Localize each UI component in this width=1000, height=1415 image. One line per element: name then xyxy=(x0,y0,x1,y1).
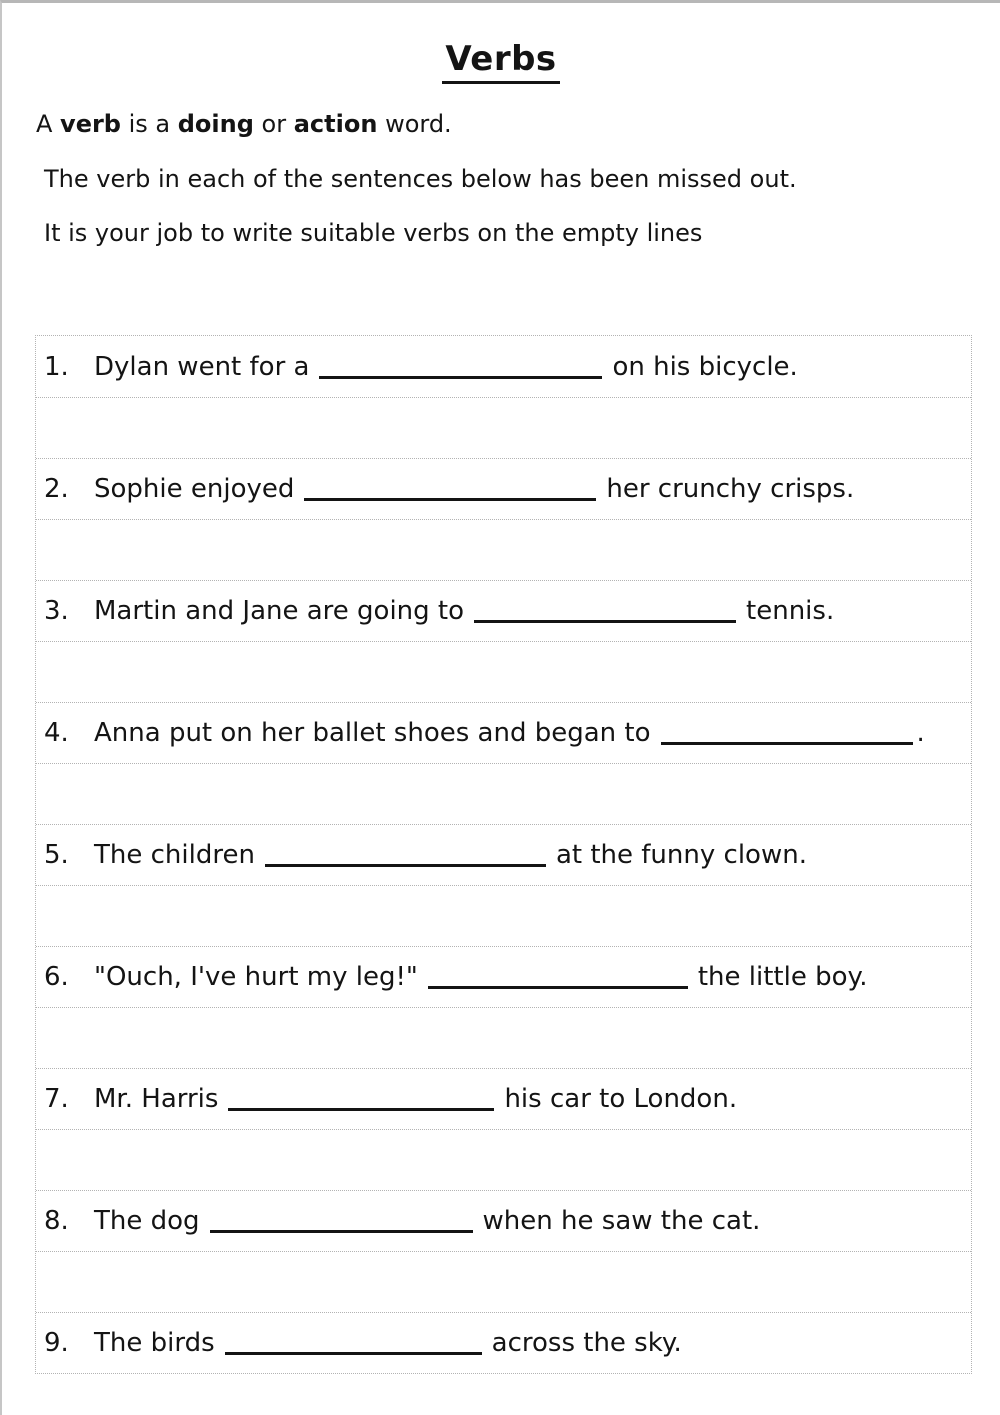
question-text-after: her crunchy crisps. xyxy=(606,474,855,504)
answer-blank xyxy=(265,864,546,867)
intro-line-instruction-1: The verb in each of the sentences below has been missed out. xyxy=(44,165,797,193)
questions-table xyxy=(35,335,972,1374)
answer-blank xyxy=(661,742,913,745)
answer-space-row xyxy=(36,1129,971,1190)
question-number: 9. xyxy=(44,1328,69,1358)
question-text-after: his car to London. xyxy=(504,1084,738,1114)
question-row xyxy=(36,702,971,763)
answer-space-row xyxy=(36,885,971,946)
answer-space-row xyxy=(36,1251,971,1312)
question-text-after: when he saw the cat. xyxy=(482,1206,761,1236)
answer-blank xyxy=(428,986,688,989)
bold-word-doing: doing xyxy=(177,110,254,138)
question-text-after: the little boy. xyxy=(697,962,868,992)
question-row xyxy=(36,1068,971,1129)
intro-text: is a xyxy=(120,110,178,138)
question-row xyxy=(36,458,971,519)
question-number: 4. xyxy=(44,718,69,748)
answer-blank xyxy=(210,1230,473,1233)
answer-space-row xyxy=(36,519,971,580)
question-number: 1. xyxy=(44,351,69,382)
question-text-after: on his bicycle. xyxy=(612,351,798,382)
question-row xyxy=(36,336,971,397)
question-number: 3. xyxy=(44,596,69,626)
question-row xyxy=(36,1190,971,1251)
question-row xyxy=(36,946,971,1007)
bold-word-action: action xyxy=(293,110,378,138)
intro-text: A xyxy=(36,110,61,138)
question-text-before: Mr. Harris xyxy=(94,1084,219,1114)
intro-line-definition xyxy=(36,110,1000,138)
question-number: 8. xyxy=(44,1206,69,1236)
question-number: 7. xyxy=(44,1084,69,1114)
question-text-after: tennis. xyxy=(746,596,835,626)
intro-text: word. xyxy=(377,110,452,138)
answer-blank xyxy=(474,620,736,623)
answer-blank xyxy=(228,1108,494,1111)
answer-space-row xyxy=(36,763,971,824)
question-number: 6. xyxy=(44,962,69,992)
question-text-before: Anna put on her ballet shoes and began to xyxy=(94,718,651,748)
question-text-before: The children xyxy=(94,840,255,870)
question-text-before: Martin and Jane are going to xyxy=(94,596,465,626)
answer-blank xyxy=(319,376,602,379)
question-row xyxy=(36,580,971,641)
question-number: 2. xyxy=(44,474,69,504)
answer-blank xyxy=(304,498,596,501)
answer-space-row xyxy=(36,641,971,702)
answer-space-row xyxy=(36,397,971,458)
question-number: 5. xyxy=(44,840,69,870)
question-text-before: Sophie enjoyed xyxy=(94,474,295,504)
question-text-after: at the funny clown. xyxy=(555,840,807,870)
intro-text: or xyxy=(253,110,294,138)
answer-space-row xyxy=(36,1007,971,1068)
question-text-before: The birds xyxy=(94,1328,215,1358)
question-text-before: Dylan went for a xyxy=(94,351,310,382)
question-text-before: "Ouch, I've hurt my leg!" xyxy=(94,962,418,992)
answer-blank xyxy=(225,1352,482,1355)
bold-word-verb: verb xyxy=(60,110,121,138)
question-row xyxy=(36,824,971,885)
question-text-after: . xyxy=(916,718,925,748)
intro-line-instruction-2: It is your job to write suitable verbs on the empty lines xyxy=(44,219,703,247)
question-text-after: across the sky. xyxy=(491,1328,682,1358)
question-text-before: The dog xyxy=(94,1206,200,1236)
worksheet-title: Verbs xyxy=(442,39,559,84)
question-row xyxy=(36,1312,971,1373)
